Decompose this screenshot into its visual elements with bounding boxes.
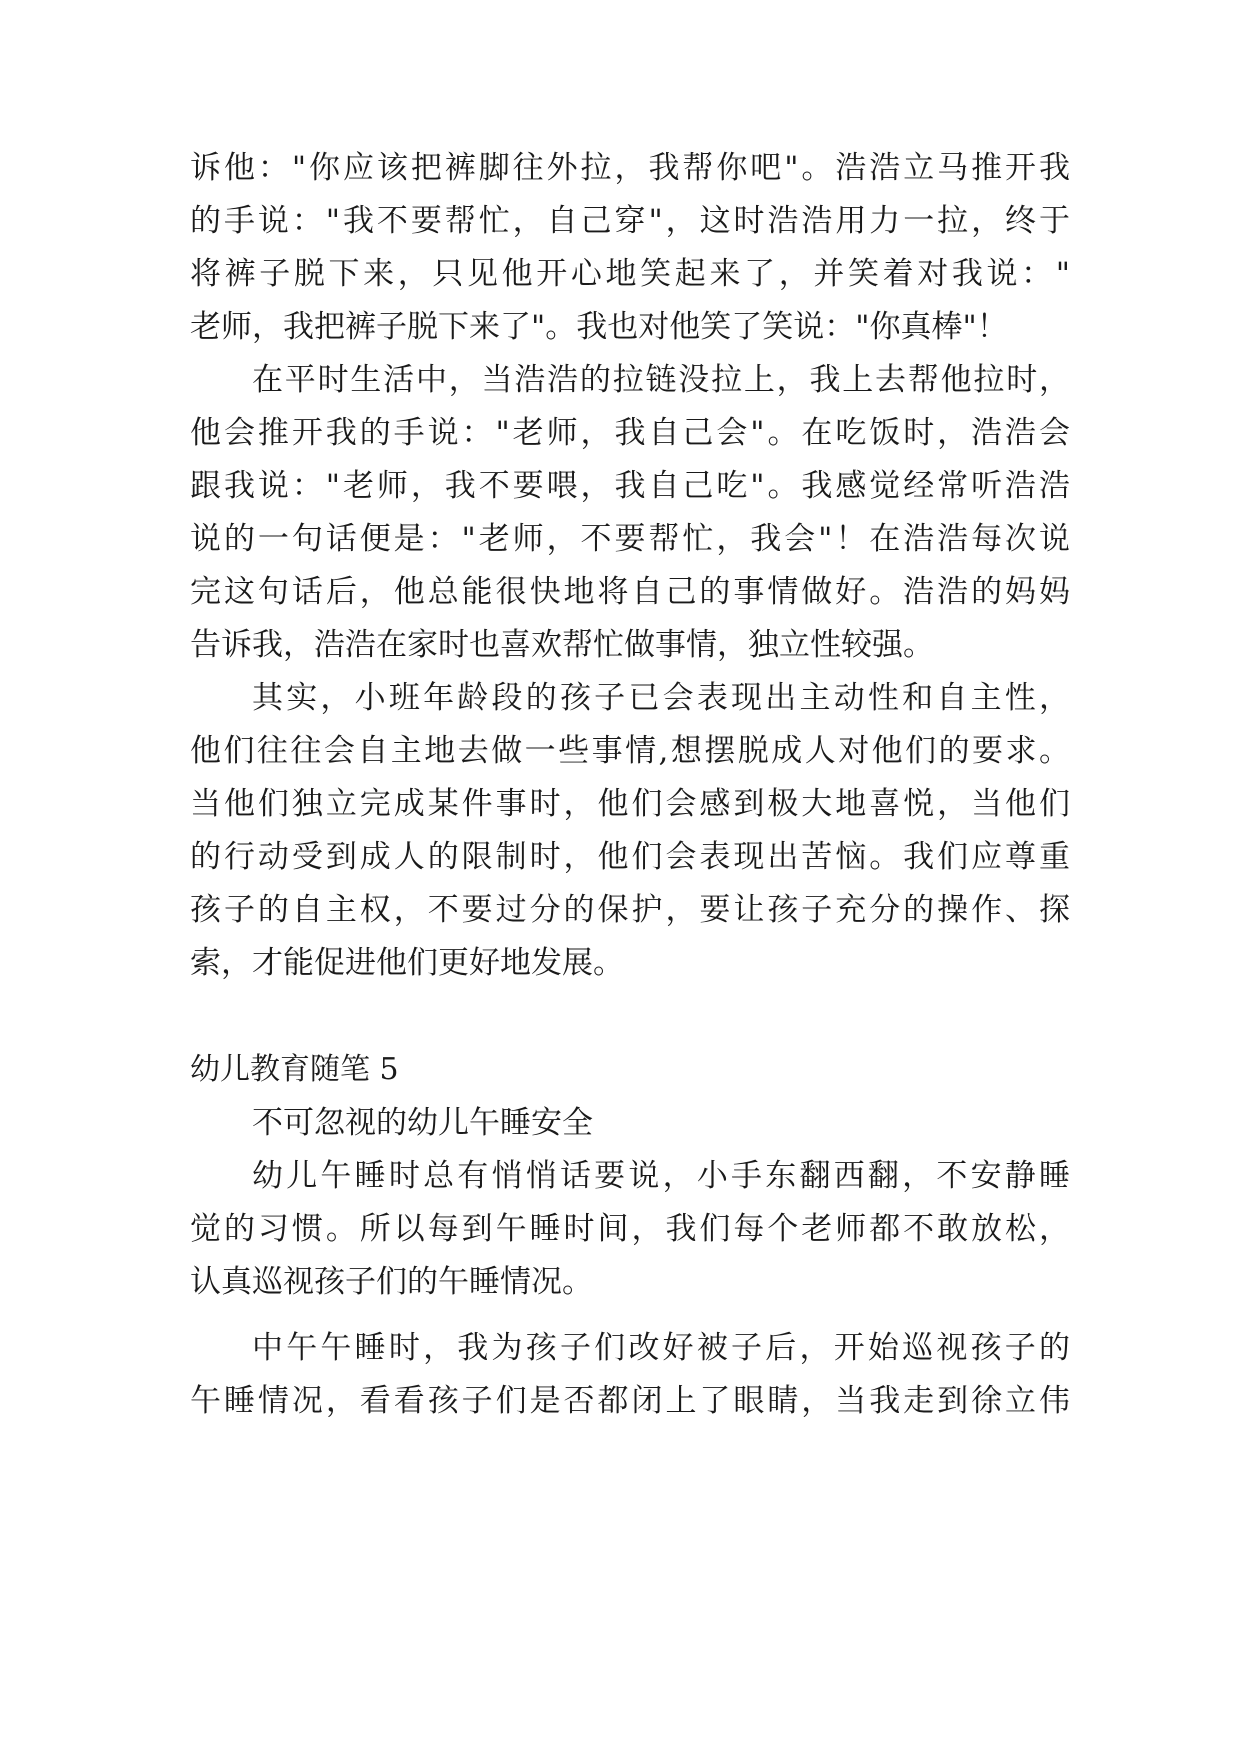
paragraph-line: 认真巡视孩子们的午睡情况。 [190, 1264, 593, 1300]
paragraph-line: 跟我说："老师，我不要喂，我自己吃"。我感觉经常听浩浩 [190, 468, 1070, 504]
paragraph-line: 告诉我，浩浩在家时也喜欢帮忙做事情，独立性较强。 [190, 627, 934, 663]
paragraph-line: 将裤子脱下来，只见他开心地笑起来了，并笑着对我说：" [190, 256, 1070, 292]
paragraph-line: 说的一句话便是："老师，不要帮忙，我会"！在浩浩每次说 [190, 521, 1070, 557]
paragraph-line: 完这句话后，他总能很快地将自己的事情做好。浩浩的妈妈 [190, 574, 1070, 610]
paragraph-line: 幼儿午睡时总有悄悄话要说，小手东翻西翻，不安静睡 [252, 1158, 1070, 1194]
paragraph-line: 其实，小班年龄段的孩子已会表现出主动性和自主性， [252, 680, 1070, 716]
paragraph-line: 他会推开我的手说："老师，我自己会"。在吃饭时，浩浩会 [190, 415, 1070, 451]
paragraph-line: 索，才能促进他们更好地发展。 [190, 945, 624, 981]
paragraph-line: 老师，我把裤子脱下来了"。我也对他笑了笑说："你真棒"！ [190, 309, 1008, 345]
essay-subtitle: 不可忽视的幼儿午睡安全 [252, 1105, 593, 1141]
paragraph-line: 午睡情况，看看孩子们是否都闭上了眼睛，当我走到徐立伟 [190, 1383, 1070, 1419]
paragraph-line: 当他们独立完成某件事时，他们会感到极大地喜悦，当他们 [190, 786, 1070, 822]
paragraph-line: 诉他："你应该把裤脚往外拉，我帮你吧"。浩浩立马推开我 [190, 150, 1070, 186]
paragraph-line: 的手说："我不要帮忙，自己穿"，这时浩浩用力一拉，终于 [190, 203, 1070, 239]
paragraph-line: 他们往往会自主地去做一些事情,想摆脱成人对他们的要求。 [190, 733, 1070, 769]
paragraph-line: 孩子的自主权，不要过分的保护，要让孩子充分的操作、探 [190, 892, 1070, 928]
paragraph-line: 中午午睡时，我为孩子们改好被子后，开始巡视孩子的 [252, 1330, 1070, 1366]
section-heading: 幼儿教育随笔 5 [190, 1052, 399, 1087]
paragraph-line: 在平时生活中，当浩浩的拉链没拉上，我上去帮他拉时， [252, 362, 1070, 398]
paragraph-line: 觉的习惯。所以每到午睡时间，我们每个老师都不敢放松， [190, 1211, 1070, 1247]
paragraph-line: 的行动受到成人的限制时，他们会表现出苦恼。我们应尊重 [190, 839, 1070, 875]
